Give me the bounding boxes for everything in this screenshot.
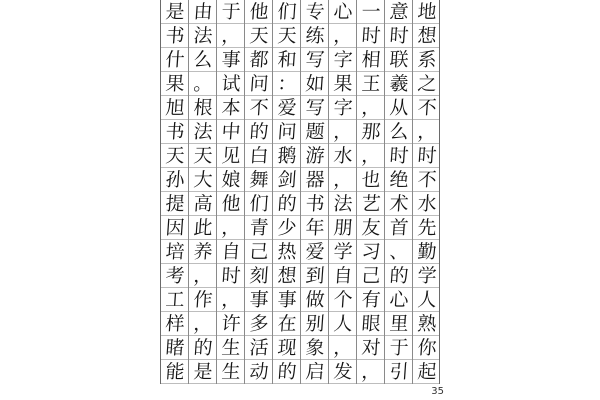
grid-character: 从 [388, 97, 410, 119]
grid-character: 爱 [276, 97, 298, 119]
grid-character: 书 [164, 25, 186, 47]
grid-character: ， [332, 25, 354, 47]
grid-character: 先 [416, 217, 438, 239]
grid-character: 果 [164, 73, 186, 95]
text-row [161, 336, 441, 360]
text-row [161, 360, 441, 384]
grid-character: 法 [192, 25, 214, 47]
grid-character: 是 [192, 361, 214, 383]
grid-character: 生 [220, 337, 242, 359]
grid-character: 书 [164, 121, 186, 143]
grid-character: 样 [164, 313, 186, 335]
grid-character: 天 [248, 25, 270, 47]
grid-character: 、 [388, 241, 410, 263]
text-row [161, 288, 441, 312]
grid-character: 多 [248, 313, 270, 335]
grid-character: 的 [388, 265, 410, 287]
grid-character: ， [192, 265, 214, 287]
grid-character: 考 [164, 265, 186, 287]
grid-character: 生 [220, 361, 242, 383]
practice-grid [160, 0, 440, 384]
grid-character: 字 [332, 97, 354, 119]
grid-character: 工 [164, 289, 186, 311]
grid-character: 此 [192, 217, 214, 239]
grid-character: 别 [304, 313, 326, 335]
grid-character: 首 [388, 217, 410, 239]
grid-character: 刻 [248, 265, 270, 287]
grid-character: 心 [332, 1, 354, 23]
text-row [161, 0, 441, 24]
grid-character: 引 [388, 361, 410, 383]
grid-character: 那 [360, 121, 382, 143]
grid-character: 一 [360, 1, 382, 23]
grid-character: 时 [416, 145, 438, 167]
grid-character: 由 [192, 1, 214, 23]
grid-character: 地 [416, 1, 438, 23]
grid-character: 有 [360, 289, 382, 311]
grid-character: 你 [416, 337, 438, 359]
text-row [161, 24, 441, 48]
grid-character: 什 [164, 49, 186, 71]
grid-character: 的 [192, 337, 214, 359]
grid-character: 年 [304, 217, 326, 239]
grid-character: 想 [276, 265, 298, 287]
grid-character: 高 [192, 193, 214, 215]
grid-character: 自 [220, 241, 242, 263]
grid-character: 熟 [416, 313, 438, 335]
grid-character: ， [220, 25, 242, 47]
grid-character: 旭 [164, 97, 186, 119]
grid-character: 鹅 [276, 145, 298, 167]
grid-character: 提 [164, 193, 186, 215]
grid-character: 于 [388, 337, 410, 359]
grid-character: 们 [248, 193, 270, 215]
grid-character: 现 [276, 337, 298, 359]
grid-character: 题 [304, 121, 326, 143]
grid-character: 术 [388, 193, 410, 215]
grid-character: 想 [416, 25, 438, 47]
grid-character: 水 [416, 193, 438, 215]
grid-character: 的 [276, 193, 298, 215]
grid-character: 学 [332, 241, 354, 263]
text-row [161, 144, 441, 168]
grid-character: 不 [248, 97, 270, 119]
page-number: 35 [431, 386, 444, 397]
grid-character: 因 [164, 217, 186, 239]
grid-character: 在 [276, 313, 298, 335]
grid-character: 自 [332, 265, 354, 287]
grid-character: 游 [304, 145, 326, 167]
grid-character: 书 [304, 193, 326, 215]
grid-character: ， [360, 97, 382, 119]
grid-character: ： [276, 73, 298, 95]
grid-character: 他 [220, 193, 242, 215]
grid-character: 系 [416, 49, 438, 71]
grid-character: 见 [220, 145, 242, 167]
text-row [161, 192, 441, 216]
grid-character: 个 [332, 289, 354, 311]
grid-character: 和 [276, 49, 298, 71]
grid-character: 写 [304, 97, 326, 119]
grid-character: 不 [416, 169, 438, 191]
grid-character: 天 [276, 25, 298, 47]
text-row [161, 312, 441, 336]
grid-character: 意 [388, 1, 410, 23]
grid-character: 们 [276, 1, 298, 23]
grid-character: 不 [416, 97, 438, 119]
grid-character: 时 [388, 25, 410, 47]
grid-character: 起 [416, 361, 438, 383]
grid-character: 么 [388, 121, 410, 143]
grid-character: 时 [360, 25, 382, 47]
grid-character: 绝 [388, 169, 410, 191]
grid-character: 眼 [360, 313, 382, 335]
grid-character: 法 [332, 193, 354, 215]
grid-character: 羲 [388, 73, 410, 95]
grid-character: 时 [220, 265, 242, 287]
grid-character: 的 [276, 361, 298, 383]
grid-character: 人 [416, 289, 438, 311]
grid-character: ， [360, 145, 382, 167]
grid-character: ， [332, 121, 354, 143]
grid-character: 是 [164, 1, 186, 23]
grid-character: 剑 [276, 169, 298, 191]
grid-character: 之 [416, 73, 438, 95]
grid-character: 如 [304, 73, 326, 95]
grid-character: 本 [220, 97, 242, 119]
grid-character: 专 [304, 1, 326, 23]
grid-character: 作 [192, 289, 214, 311]
grid-character: 对 [360, 337, 382, 359]
text-row [161, 264, 441, 288]
grid-character: ， [332, 169, 354, 191]
grid-character: 舞 [248, 169, 270, 191]
text-row [161, 96, 441, 120]
grid-character: 象 [304, 337, 326, 359]
grid-character: ， [220, 289, 242, 311]
grid-character: ， [332, 337, 354, 359]
text-row [161, 120, 441, 144]
grid-character: 睹 [164, 337, 186, 359]
grid-character: 果 [332, 73, 354, 95]
grid-character: 相 [360, 49, 382, 71]
grid-character: 人 [332, 313, 354, 335]
grid-character: 问 [276, 121, 298, 143]
grid-character: 己 [248, 241, 270, 263]
grid-character: 发 [332, 361, 354, 383]
grid-character: 时 [388, 145, 410, 167]
grid-character: 白 [248, 145, 270, 167]
grid-character: 友 [360, 217, 382, 239]
text-row [161, 48, 441, 72]
grid-character: 天 [192, 145, 214, 167]
grid-character: 法 [192, 121, 214, 143]
grid-character: 爱 [304, 241, 326, 263]
text-row [161, 72, 441, 96]
grid-character: 么 [192, 49, 214, 71]
grid-character: 也 [360, 169, 382, 191]
grid-character: 王 [360, 73, 382, 95]
grid-character: 大 [192, 169, 214, 191]
grid-character: 水 [332, 145, 354, 167]
grid-character: ， [192, 313, 214, 335]
grid-character: 事 [220, 49, 242, 71]
grid-character: 青 [248, 217, 270, 239]
grid-character: 朋 [332, 217, 354, 239]
grid-character: 根 [192, 97, 214, 119]
grid-character: 热 [276, 241, 298, 263]
grid-character: 勤 [416, 241, 438, 263]
grid-character: 娘 [220, 169, 242, 191]
grid-character: 养 [192, 241, 214, 263]
grid-character: 都 [248, 49, 270, 71]
grid-character: 联 [388, 49, 410, 71]
grid-character: 少 [276, 217, 298, 239]
grid-character: 字 [332, 49, 354, 71]
grid-character: 试 [220, 73, 242, 95]
grid-character: 学 [416, 265, 438, 287]
grid-character: 做 [304, 289, 326, 311]
grid-character: 中 [220, 121, 242, 143]
grid-character: 培 [164, 241, 186, 263]
grid-character: ， [416, 121, 438, 143]
text-row [161, 216, 441, 240]
text-row [161, 168, 441, 192]
grid-character: 己 [360, 265, 382, 287]
grid-character: 许 [220, 313, 242, 335]
grid-character: 启 [304, 361, 326, 383]
grid-character: 他 [248, 1, 270, 23]
text-row [161, 240, 441, 264]
grid-character: 器 [304, 169, 326, 191]
grid-character: 事 [276, 289, 298, 311]
grid-character: 到 [304, 265, 326, 287]
grid-character: 的 [248, 121, 270, 143]
grid-character: 于 [220, 1, 242, 23]
grid-character: 心 [388, 289, 410, 311]
grid-character: 练 [304, 25, 326, 47]
grid-character: 里 [388, 313, 410, 335]
grid-character: 活 [248, 337, 270, 359]
grid-character: 问 [248, 73, 270, 95]
grid-character: ， [360, 361, 382, 383]
grid-character: 天 [164, 145, 186, 167]
grid-character: 能 [164, 361, 186, 383]
grid-character: 艺 [360, 193, 382, 215]
grid-character: 写 [304, 49, 326, 71]
grid-character: ， [220, 217, 242, 239]
grid-character: 孙 [164, 169, 186, 191]
grid-character: 习 [360, 241, 382, 263]
grid-character: 事 [248, 289, 270, 311]
grid-character: 动 [248, 361, 270, 383]
grid-character: 。 [192, 73, 214, 95]
